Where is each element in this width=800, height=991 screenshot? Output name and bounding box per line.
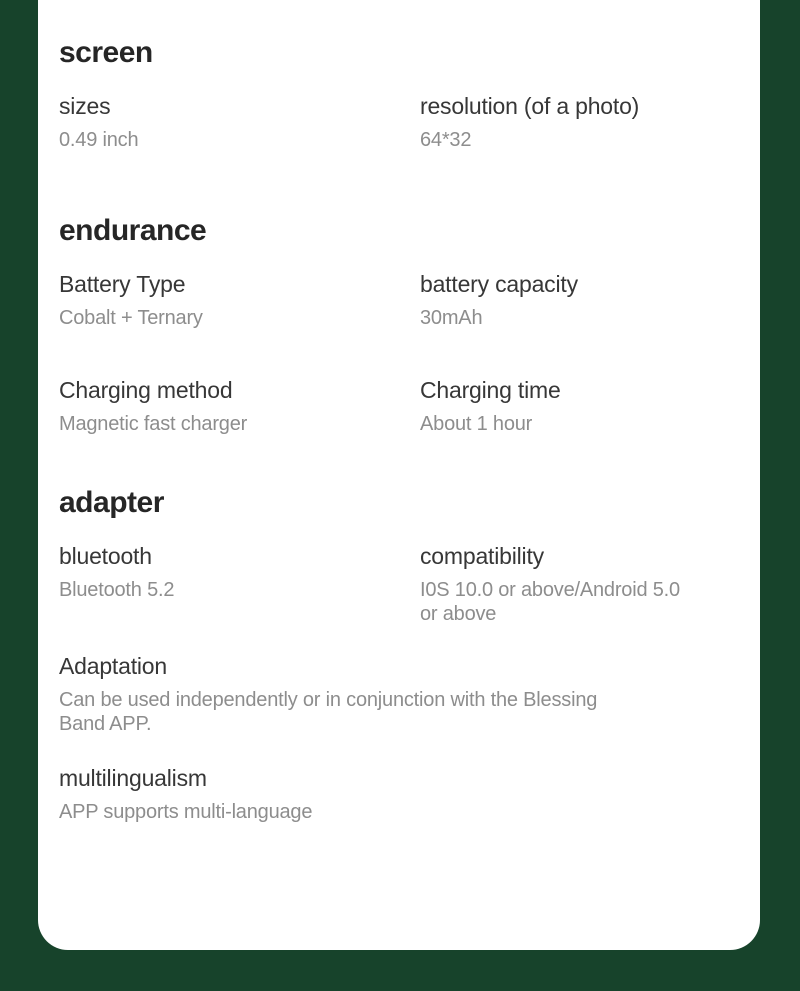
field-value: Cobalt + Ternary <box>59 307 203 329</box>
field-label: Battery Type <box>59 271 186 297</box>
field-charging-method <box>59 376 420 436</box>
field-charging-time <box>420 376 736 436</box>
section-title-adapter: adapter <box>59 486 164 519</box>
field-label: compatibility <box>420 543 544 569</box>
spec-row <box>59 270 736 330</box>
section-title-screen: screen <box>59 36 153 69</box>
field-value: 30mAh <box>420 307 483 329</box>
field-value: 64*32 <box>420 129 472 151</box>
field-label: multilingualism <box>59 765 207 791</box>
field-value: I0S 10.0 or above/Android 5.0 or above <box>420 579 680 625</box>
field-battery-type <box>59 270 420 330</box>
section-adapter <box>59 486 736 824</box>
section-title-endurance: endurance <box>59 214 207 247</box>
field-battery-capacity <box>420 270 736 330</box>
field-adaptation <box>59 652 736 736</box>
field-resolution <box>420 92 736 152</box>
field-value: About 1 hour <box>420 413 533 435</box>
field-label: Charging time <box>420 377 561 403</box>
field-label: Adaptation <box>59 653 167 679</box>
field-value: Magnetic fast charger <box>59 413 248 435</box>
spec-row <box>59 376 736 436</box>
field-label: bluetooth <box>59 543 152 569</box>
section-screen <box>59 36 736 152</box>
field-label: resolution (of a photo) <box>420 93 640 119</box>
field-compatibility <box>420 542 736 626</box>
field-value: Bluetooth 5.2 <box>59 579 175 601</box>
field-sizes <box>59 92 420 152</box>
field-value: Can be used independently or in conjunction with the Blessing Band APP. <box>59 689 598 735</box>
field-label: battery capacity <box>420 271 578 297</box>
field-bluetooth <box>59 542 420 626</box>
field-value: 0.49 inch <box>59 129 139 151</box>
section-endurance <box>59 214 736 436</box>
field-value: APP supports multi-language <box>59 801 313 823</box>
spec-row <box>59 92 736 152</box>
spec-card <box>38 0 760 950</box>
field-multilingualism <box>59 764 736 824</box>
field-label: Charging method <box>59 377 233 403</box>
field-label: sizes <box>59 93 111 119</box>
spec-row <box>59 542 736 626</box>
